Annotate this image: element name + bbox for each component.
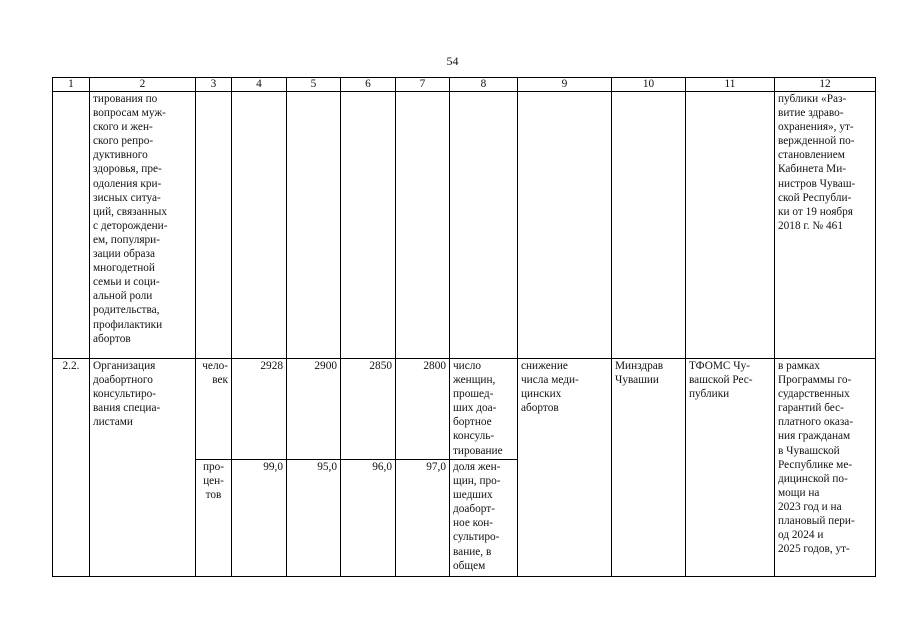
empty-cell — [450, 92, 518, 359]
value-cell: 2900 — [287, 359, 341, 460]
value-cell: 2800 — [396, 359, 450, 460]
header-cell: 3 — [196, 78, 232, 92]
measure-row-2-2 — [53, 359, 876, 460]
header-cell: 4 — [232, 78, 287, 92]
empty-cell — [287, 92, 341, 359]
header-cell: 5 — [287, 78, 341, 92]
header-cell: 1 — [53, 78, 90, 92]
executor-cell: Минздрав Чувашии — [612, 359, 686, 577]
empty-cell — [686, 92, 775, 359]
empty-cell — [341, 92, 396, 359]
coexecutor-cell: ТФОМС Чу- вашской Рес- публики — [686, 359, 775, 577]
empty-cell — [612, 92, 686, 359]
empty-cell — [196, 92, 232, 359]
page-number: 54 — [446, 54, 459, 68]
empty-cell — [518, 92, 612, 359]
empty-cell — [232, 92, 287, 359]
measure-number: 2.2. — [53, 359, 90, 577]
continuation-row — [53, 92, 876, 359]
measure-name: Организация доабортного консультиро- вания специа- листами — [90, 359, 196, 577]
header-cell: 8 — [450, 78, 518, 92]
value-cell: 2850 — [341, 359, 396, 460]
goal-cell: снижение числа меди- цинских абортов — [518, 359, 612, 577]
value-cell: 97,0 — [396, 460, 450, 577]
unit-cell: чело- век — [196, 359, 232, 460]
header-cell: 9 — [518, 78, 612, 92]
value-cell: 95,0 — [287, 460, 341, 577]
source-continued: публики «Раз- витие здраво- охранения», ут- вержденной по- становлением Кабинета Ми- нистров Чуваш- ской Республи- ки от 19 ноября 2018 г. № 461 — [775, 92, 876, 359]
header-cell: 10 — [612, 78, 686, 92]
header-cell: 7 — [396, 78, 450, 92]
header-cell: 6 — [341, 78, 396, 92]
value-cell: 2928 — [232, 359, 287, 460]
header-cell: 2 — [90, 78, 196, 92]
header-cell: 11 — [686, 78, 775, 92]
empty-cell — [53, 92, 90, 359]
source-cell: в рамках Программы го- сударственных гарантий бес- платного оказа- ния гражданам в Чувашской Республике ме- дицинской по- мощи на 2023 год и на плановый пери- од 2024 и 2025 годов, ут- — [775, 359, 876, 577]
unit-cell: про- цен- тов — [196, 460, 232, 577]
header-cell: 12 — [775, 78, 876, 92]
column-numbers-row — [53, 78, 876, 92]
empty-cell — [396, 92, 450, 359]
indicator-name: число женщин, прошед- ших доа- бортное консуль- тирование — [450, 359, 518, 460]
measures-table — [52, 77, 876, 577]
value-cell: 96,0 — [341, 460, 396, 577]
indicator-name: доля жен- щин, про- шедших доаборт- ное кон- сультиро- вание, в общем — [450, 460, 518, 577]
value-cell: 99,0 — [232, 460, 287, 577]
measure-name-continued: тирования по вопросам муж- ского и жен- ского репро- дуктивного здоровья, пре- одоления кри- зисных ситуа- ций, связанных с деторождени- ем, популяри- зации образа многодетной семьи и соци- альной роли родительства, профилактики абортов — [90, 92, 196, 359]
